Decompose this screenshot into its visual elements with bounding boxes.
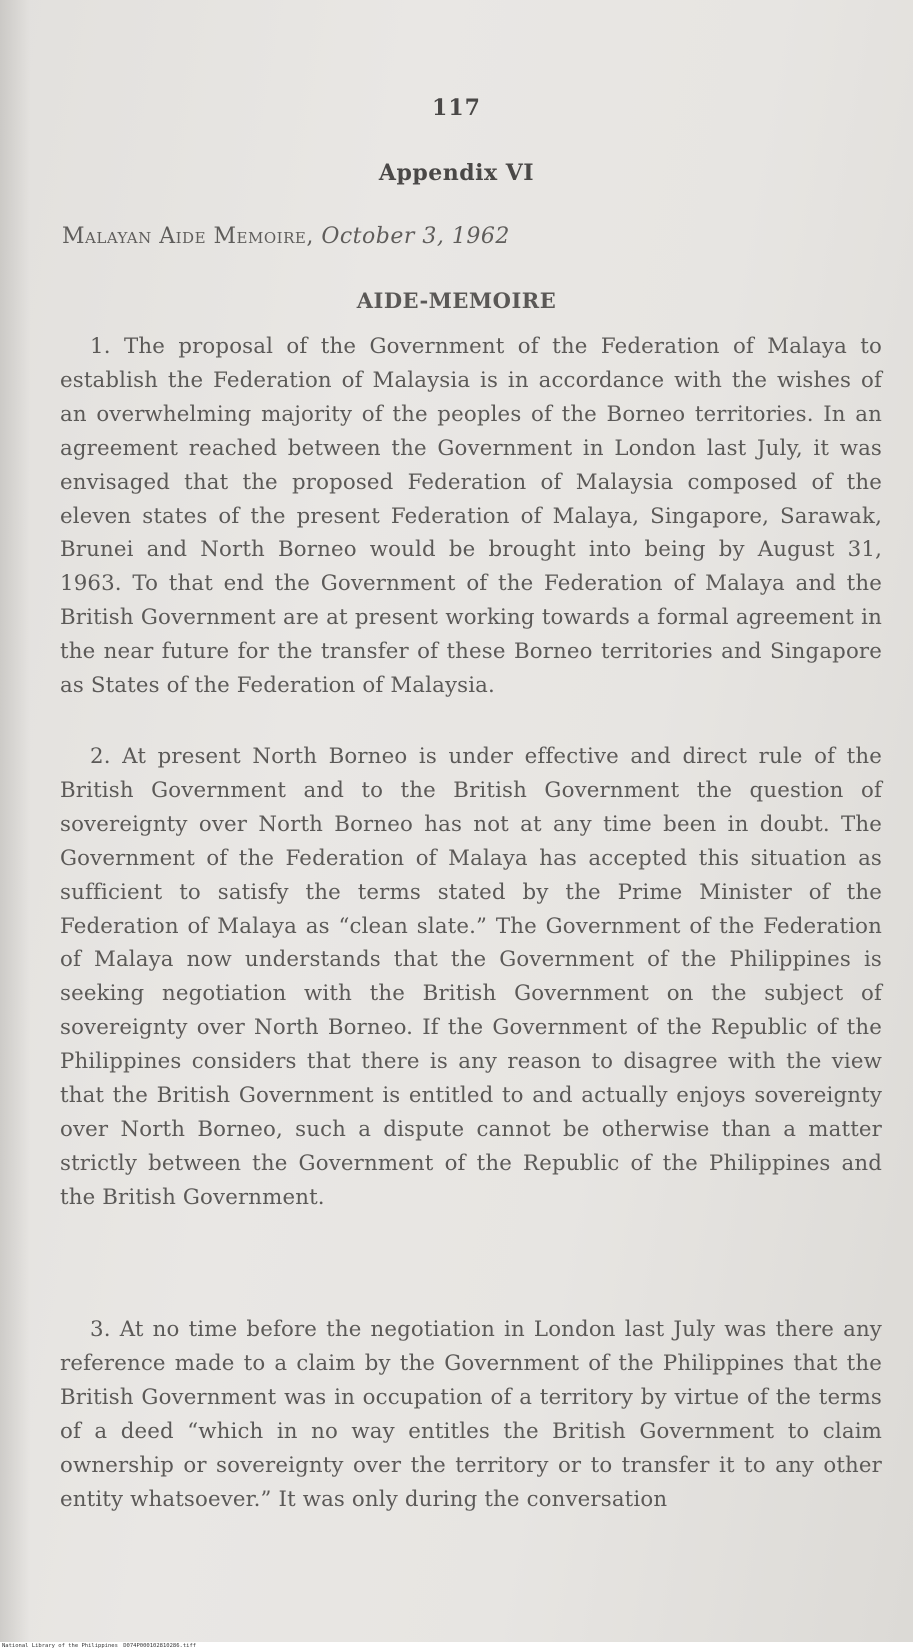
paragraph-2: 2. At present North Borneo is under effective and direct rule of the British Government and to the British Government the question of sovereignty over North Borneo has not at any time been in doubt. The Government of the Federation of Malaya has accepted this situation as sufficient to satisfy the terms stated by the Prime Minister of the Federation of Malaya as “clean slate.” The Government of the Federation of Malaya now understands that the Government of the Philippines is seeking negotiation with the British Government on the subject of sovereignty over North Borneo. If the Government of the Republic of the Philippines considers that there is any reason to disagree with the view that the British Government is entitled to and actually enjoys sovereignty over North Borneo, such a dispute cannot be otherwise than a matter strictly between the Government of the Republic of the Philippines and the British Government. bbox=[60, 744, 882, 1210]
heading-title: Malayan Aide Memoire, bbox=[62, 224, 314, 249]
footer-library: National Library of the Philippines bbox=[2, 1643, 118, 1649]
document-heading bbox=[62, 224, 510, 249]
appendix-title: Appendix VI bbox=[378, 160, 535, 186]
heading-date: October 3, 1962 bbox=[321, 224, 510, 249]
scan-footer bbox=[0, 1642, 913, 1650]
scan-edge-shadow bbox=[0, 0, 30, 1642]
page-number: 117 bbox=[432, 95, 481, 121]
paragraph-3: 3. At no time before the negotiation in London last July was there any reference made to a claim by the Government of the Philippines that the British Government was in occupation of a territory by virtue of the terms of a deed “which in no way entitles the British Government to claim ownership or sovereignty over the territory or to transfer it to any other entity whatsoever.” It was only during the conversation bbox=[60, 1317, 882, 1512]
paragraph-1: 1. The proposal of the Government of the Federation of Malaya to establish the Federation of Malaysia is in accordance with the wishes of an overwhelming majority of the peoples of the Borneo territories. In an agreement reached between the Government in London last July, it was envisaged that the proposed Federation of Malaysia composed of the eleven states of the present Federation of Malaya, Singapore, Sarawak, Brunei and North Borneo would be brought into being by August 31, 1963. To that end the Government of the Federation of Malaya and the British Government are at present working towards a formal agreement in the near future for the transfer of these Borneo territories and Singapore as States of the Federation of Malaysia. bbox=[60, 334, 882, 699]
footer-file-id: D074P000102810286.tiff bbox=[123, 1643, 197, 1649]
section-title: AIDE-MEMOIRE bbox=[356, 288, 557, 313]
